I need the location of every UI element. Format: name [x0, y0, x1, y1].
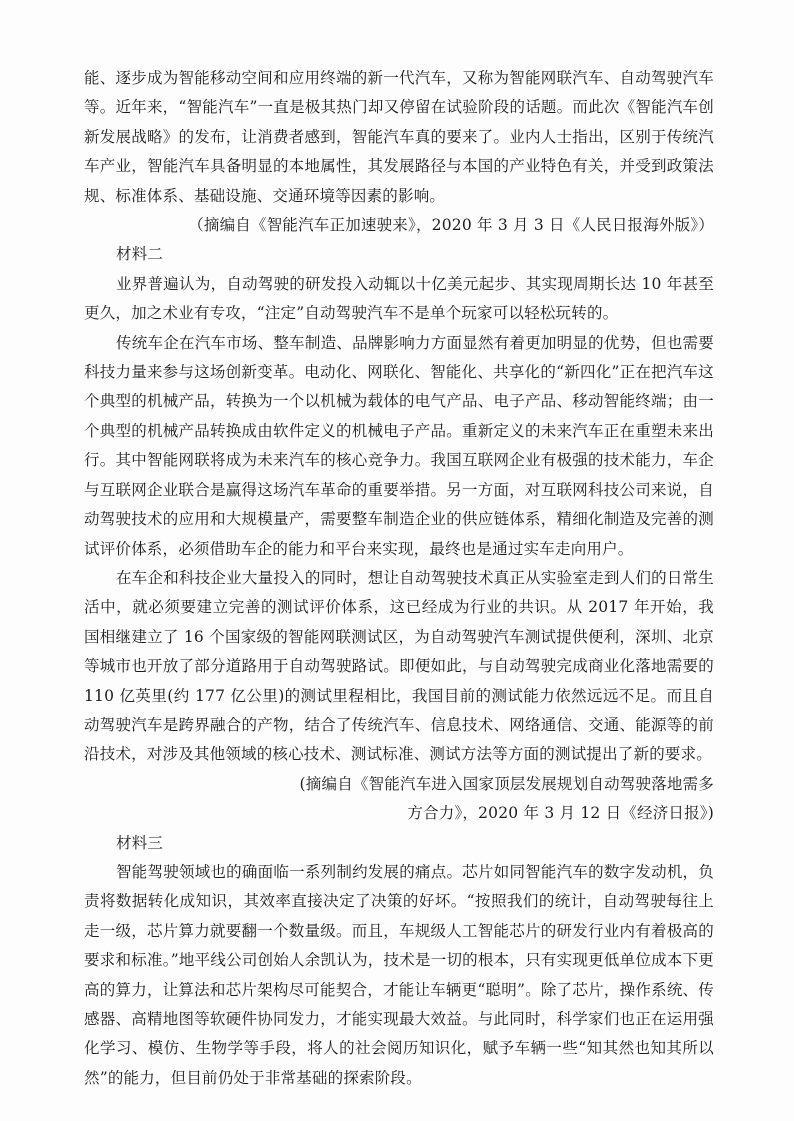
- material-2-heading: 材料二: [116, 245, 164, 264]
- source-citation-2-line-1: (摘编自《智能汽车进入国家顶层发展规划自动驾驶落地需多: [299, 774, 714, 793]
- source-citation-2-line-2: 方合力》，2020 年 3 月 12 日《经济日报》): [407, 804, 714, 823]
- material-3-heading: 材料三: [116, 833, 164, 852]
- material-2-paragraph-3: 在车企和科技企业大量投入的同时，想让自动驾驶技术真正从实验室走到人们的日常生活中，就必须要建立完善的测试评价体系，这已经成为行业的共识。从 2017 年开始，我国相继建立了 16 个国家级的智能网联测试区，为自动驾驶汽车测试提供便利，深圳、北京等城市也开放了部分道路用于自动驾驶路试。即便如此，与自动驾驶完成商业化落地需要的 110 亿英里(约 177 亿公里)的测试里程相比，我国目前的测试能力依然远远不足。而且自动驾驶汽车是跨界融合的产物，结合了传统汽车、信息技术、网络通信、交通、能源等的前沿技术，对涉及其他领域的核心技术、测试标准、测试方法等方面的测试提出了新的要求。: [84, 568, 714, 764]
- article-body: [84, 64, 714, 1093]
- intro-paragraph: 能、逐步成为智能移动空间和应用终端的新一代汽车，又称为智能网联汽车、自动驾驶汽车等。近年来，“智能汽车”一直是极其热门却又停留在试验阶段的话题。而此次《智能汽车创新发展战略》的发布，让消费者感到，智能汽车真的要来了。业内人士指出，区别于传统汽车产业，智能汽车具备明显的本地属性，其发展路径与本国的产业特色有关，并受到政策法规、标准体系、基础设施、交通环境等因素的影响。: [84, 69, 714, 205]
- material-3-paragraph-1: 智能驾驶领域也的确面临一系列制约发展的痛点。芯片如同智能汽车的数字发动机，负责将数据转化成知识，其效率直接决定了决策的好坏。“按照我们的统计，自动驾驶每往上走一级，芯片算力就要翻一个数量级。而且，车规级人工智能芯片的研发行业内有着极高的要求和标准。”地平线公司创始人余凯认为，技术是一切的根本，只有实现更低单位成本下更高的算力，让算法和芯片架构尽可能契合，才能让车辆更“聪明”。除了芯片，操作系统、传感器、高精地图等软硬件协同发力，才能实现最大效益。与此同时，科学家们也正在运用强化学习、模仿、生物学等手段，将人的社会阅历知识化，赋予车辆一些“知其然也知其所以然”的能力，但目前仍处于非常基础的探索阶段。: [84, 862, 714, 1087]
- material-2-paragraph-1: 业界普遍认为，自动驾驶的研发投入动辄以十亿美元起步、其实现周期长达 10 年甚至更久，加之术业有专攻，“注定”自动驾驶汽车不是单个玩家可以轻松玩转的。: [84, 274, 714, 323]
- material-2-paragraph-2: 传统车企在汽车市场、整车制造、品牌影响力方面显然有着更加明显的优势，但也需要科技力量来参与这场创新变革。电动化、网联化、智能化、共享化的“新四化”正在把汽车这个典型的机械产品，转换为一个以机械为载体的电气产品、电子产品、移动智能终端；由一个典型的机械产品转换成由软件定义的机械电子产品。重新定义的未来汽车正在重塑未来出行。其中智能网联将成为未来汽车的核心竞争力。我国互联网企业有极强的技术能力，车企与互联网企业联合是赢得这场汽车革命的重要举措。另一方面，对互联网科技公司来说，自动驾驶技术的应用和大规模量产，需要整车制造企业的供应链体系，精细化制造及完善的测试评价体系，必须借助车企的能力和平台来实现，最终也是通过实车走向用户。: [84, 333, 714, 558]
- source-citation-1: （摘编自《智能汽车正加速驶来》，2020 年 3 月 3 日《人民日报海外版》）: [188, 216, 714, 235]
